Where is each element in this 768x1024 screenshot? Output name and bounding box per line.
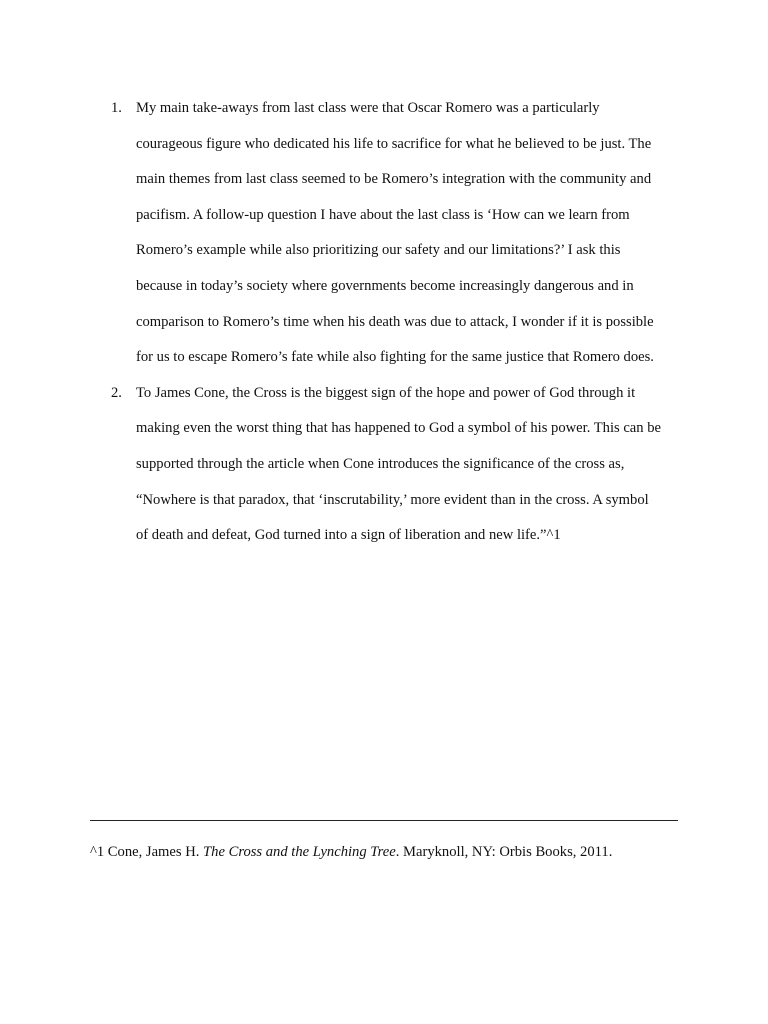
paragraph-line: for us to escape Romero’s fate while also fighting for the same justice that Romero does. xyxy=(136,349,654,366)
paragraph-line: of death and defeat, God turned into a sign of liberation and new life.”^1 xyxy=(136,527,561,544)
list-item-number: 2. xyxy=(111,384,122,401)
list-item-number: 1. xyxy=(111,100,122,116)
paragraph-line: To James Cone, the Cross is the biggest sign of the hope and power of God through it xyxy=(136,384,636,401)
paragraph-line: comparison to Romero’s time when his death was due to attack, I wonder if it is possible xyxy=(136,313,654,330)
paragraph-line: main themes from last class seemed to be Romero’s integration with the community and xyxy=(136,171,652,188)
paragraph-line: courageous figure who dedicated his life to sacrifice for what he believed to be just. The xyxy=(136,135,652,152)
paragraph-line: “Nowhere is that paradox, that ‘inscrutability,’ more evident than in the cross. A symbol xyxy=(136,491,649,508)
paragraph-line: Romero’s example while also prioritizing our safety and our limitations?’ I ask this xyxy=(136,242,621,259)
paragraph-line: making even the worst thing that has happened to God a symbol of his power. This can be xyxy=(136,420,662,437)
list-item xyxy=(90,376,690,554)
footnote xyxy=(90,842,612,862)
paragraph-line: supported through the article when Cone introduces the significance of the cross as, xyxy=(136,455,625,472)
list-item xyxy=(90,91,690,376)
paragraph-line: pacifism. A follow-up question I have about the last class is ‘How can we learn from xyxy=(136,206,630,223)
footnote-separator xyxy=(90,820,678,821)
footnote-book-title: The Cross and the Lynching Tree xyxy=(203,844,396,860)
numbered-list xyxy=(90,91,690,554)
paragraph-line: because in today’s society where governments become increasingly dangerous and in xyxy=(136,277,634,294)
paragraph-line: My main take-aways from last class were that Oscar Romero was a particularly xyxy=(136,100,600,116)
footnote-suffix: . Maryknoll, NY: Orbis Books, 2011. xyxy=(395,844,613,860)
footnote-prefix: ^1 Cone, James H. xyxy=(90,844,204,860)
